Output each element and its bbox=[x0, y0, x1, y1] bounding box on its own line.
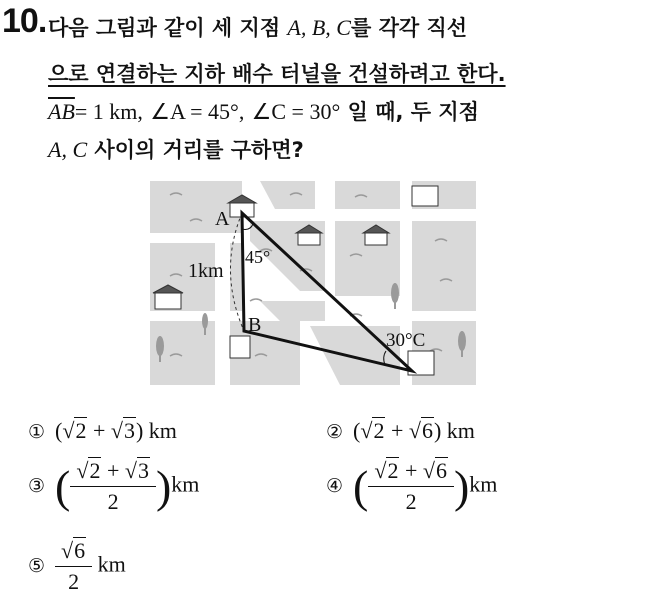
label-ab-length: 1km bbox=[188, 260, 224, 282]
question-line-2: 으로 연결하는 지하 배수 터널을 건설하려고 한다. bbox=[48, 62, 506, 86]
denominator: 2 bbox=[405, 489, 417, 514]
denominator: 2 bbox=[107, 489, 119, 514]
unit: km bbox=[469, 471, 498, 497]
question-text: 일 때, 두 지점 bbox=[340, 100, 479, 124]
question-text: 다음 그림과 같이 세 지점 bbox=[48, 16, 288, 40]
choice-3[interactable]: ③ ( $\frac{√2 + √3}{2}$ )km bbox=[28, 458, 200, 514]
radicand: 2 bbox=[387, 458, 399, 483]
label-angle-c: 30°C bbox=[386, 330, 426, 351]
radicand: 6 bbox=[74, 538, 86, 563]
unit: km bbox=[148, 418, 177, 443]
radicand: 3 bbox=[123, 418, 135, 443]
choice-number: ① bbox=[28, 421, 46, 443]
denominator: 2 bbox=[68, 569, 80, 594]
choice-number: ③ bbox=[28, 474, 46, 497]
segment-ab: $\overline{AB}$ bbox=[48, 99, 75, 124]
choice-1[interactable]: ① (√2 + √3) km bbox=[28, 418, 177, 443]
unit: km bbox=[446, 418, 475, 443]
choice-number: ④ bbox=[326, 474, 344, 497]
radicand: 6 bbox=[435, 458, 447, 483]
choice-5[interactable]: ⑤ $\frac{√6}{2}$ km bbox=[28, 538, 126, 594]
label-b: B bbox=[248, 314, 262, 336]
question-number: 10. bbox=[2, 2, 47, 40]
question-line-1 bbox=[48, 12, 467, 42]
house-icon bbox=[365, 233, 387, 245]
question-text: 사이의 거리를 구하면? bbox=[87, 138, 304, 162]
question-text: 를 각각 직선 bbox=[350, 16, 468, 40]
school-icon bbox=[155, 293, 181, 309]
label-a: A bbox=[215, 208, 230, 230]
angle-c-value: ∠C = 30° bbox=[251, 99, 341, 124]
map-figure bbox=[150, 181, 476, 385]
unit: km bbox=[171, 471, 200, 497]
radicand: 6 bbox=[421, 418, 433, 443]
points-abc: A, B, C bbox=[287, 15, 351, 40]
label-angle-a: 45° bbox=[245, 247, 271, 267]
question-line-4 bbox=[48, 134, 304, 164]
office-icon bbox=[412, 186, 438, 206]
radicand: 2 bbox=[89, 458, 101, 483]
choice-2[interactable]: ② (√2 + √6) km bbox=[326, 418, 475, 443]
radicand: 3 bbox=[137, 458, 149, 483]
points-ac: A, C bbox=[48, 137, 88, 162]
angle-a-value: ∠A = 45°, bbox=[150, 99, 245, 124]
choice-4[interactable]: ④ ( $\frac{√2 + √6}{2}$ )km bbox=[326, 458, 498, 514]
unit: km bbox=[97, 551, 126, 577]
question-line-3 bbox=[48, 96, 479, 126]
house-icon bbox=[298, 233, 320, 245]
choice-number: ② bbox=[326, 421, 344, 443]
building-b-icon bbox=[230, 336, 250, 358]
radicand: 2 bbox=[373, 418, 385, 443]
choice-number: ⑤ bbox=[28, 554, 46, 577]
radicand: 2 bbox=[75, 418, 87, 443]
segment-length: = 1 km, bbox=[74, 99, 143, 124]
